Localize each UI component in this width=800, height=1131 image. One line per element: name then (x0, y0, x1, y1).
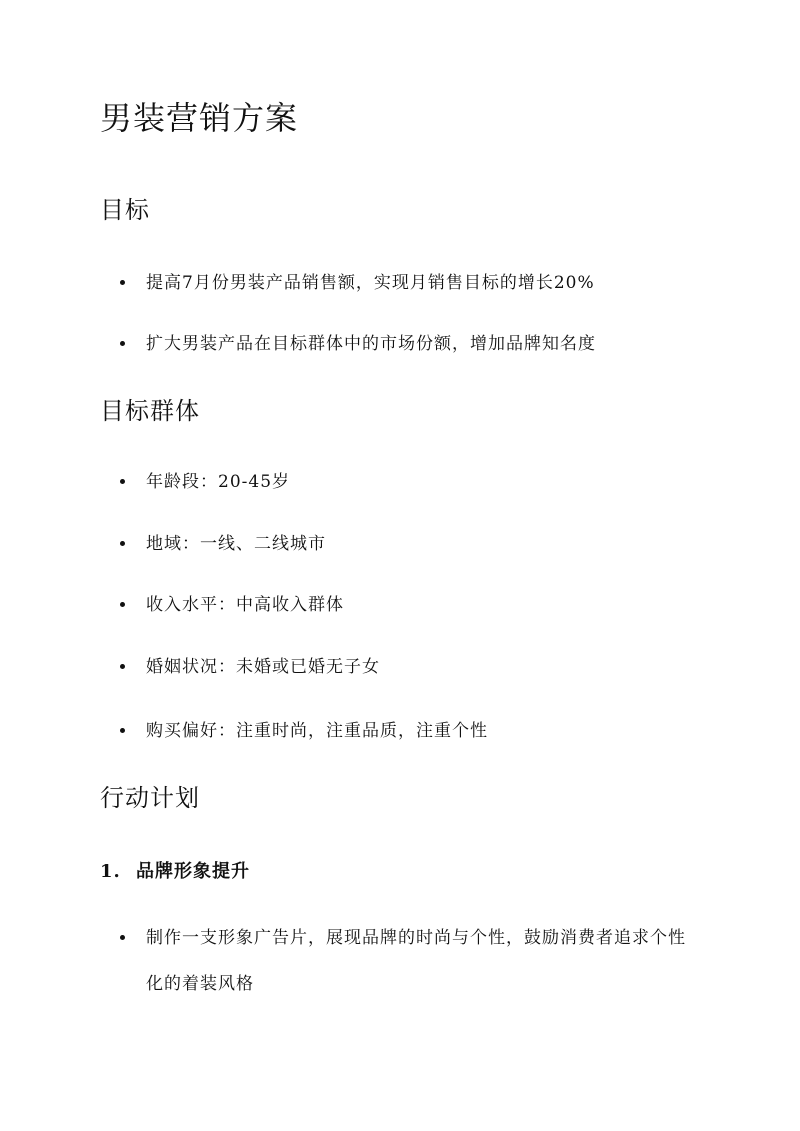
bullet-icon (120, 341, 125, 346)
section-heading-plan: 行动计划 (100, 784, 200, 812)
section-heading-audience: 目标群体 (100, 397, 200, 425)
bullet-icon (120, 280, 125, 285)
subsection-heading-brand-image (100, 858, 250, 886)
list-item: 年龄段：20-45岁 (124, 459, 684, 505)
list-item: 地域：一线、二线城市 (124, 521, 684, 567)
document-title: 男装营销方案 (100, 99, 299, 137)
list-item: 婚姻状况：未婚或已婚无子女 (124, 644, 684, 690)
subsection-number: 1. (100, 861, 121, 882)
list-item: 提高7月份男装产品销售额，实现月销售目标的增长20% (124, 260, 684, 306)
bullet-icon (120, 935, 125, 940)
list-item: 扩大男装产品在目标群体中的市场份额，增加品牌知名度 (124, 321, 684, 367)
bullet-icon (120, 479, 125, 484)
list-item: 制作一支形象广告片，展现品牌的时尚与个性，鼓励消费者追求个性化的着装风格 (124, 915, 694, 1007)
bullet-icon (120, 728, 125, 733)
bullet-icon (120, 602, 125, 607)
bullet-icon (120, 664, 125, 669)
bullet-icon (120, 541, 125, 546)
list-item: 收入水平：中高收入群体 (124, 582, 684, 628)
section-heading-goals: 目标 (100, 196, 150, 224)
list-item: 购买偏好：注重时尚，注重品质，注重个性 (124, 708, 684, 754)
subsection-title: 品牌形象提升 (136, 861, 250, 882)
